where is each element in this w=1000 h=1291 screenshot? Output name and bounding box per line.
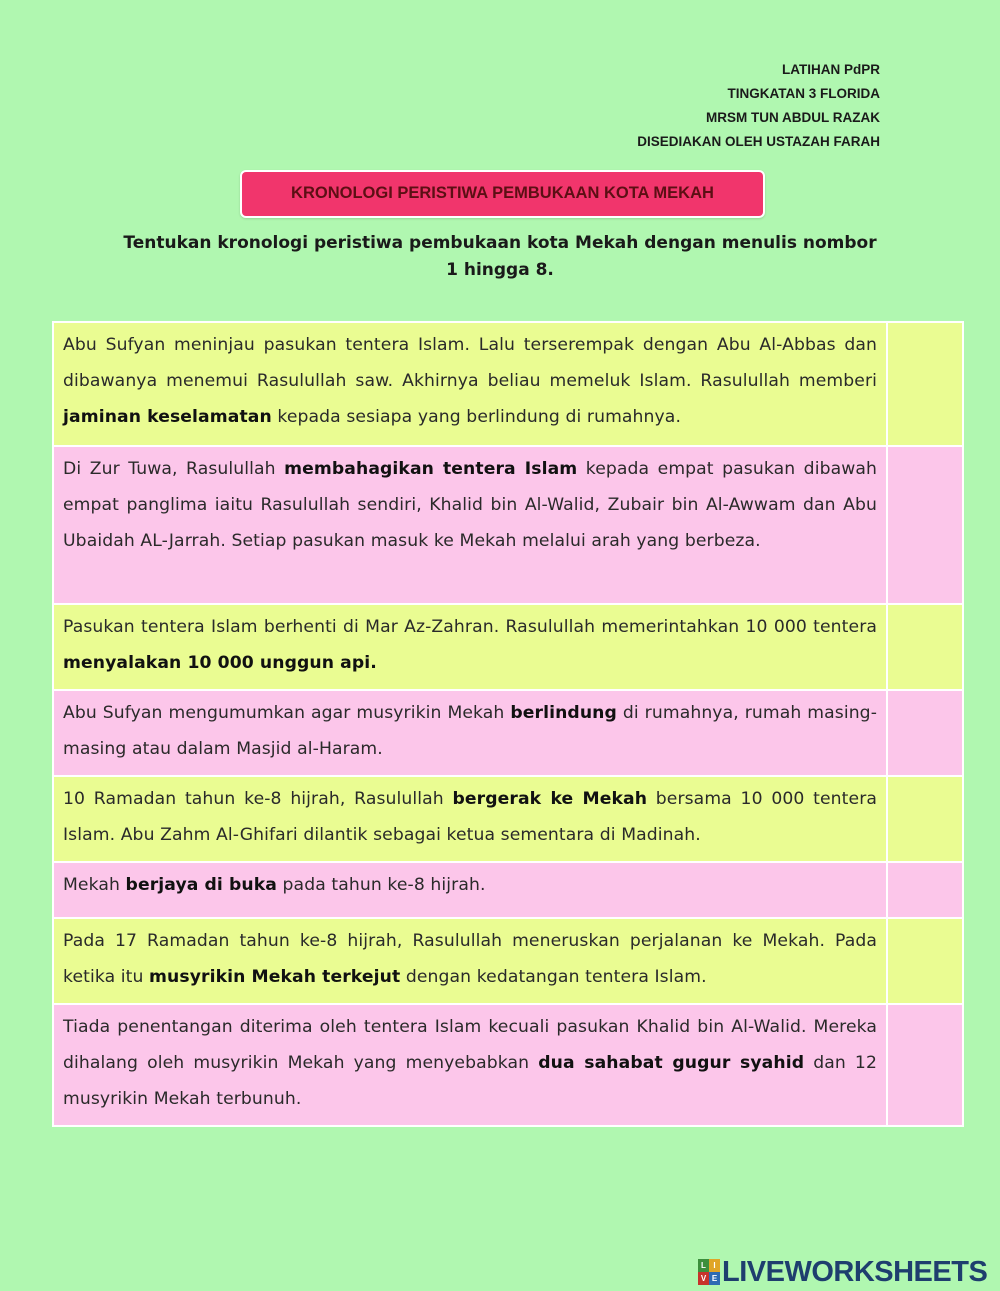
header-line-latihan: LATIHAN PdPR <box>782 62 880 77</box>
table-row <box>53 446 963 604</box>
event-cell <box>53 604 887 690</box>
table-row <box>53 862 963 918</box>
instruction-line-2: 1 hingga 8. <box>446 260 554 280</box>
event-text: Abu Sufyan meninjau pasukan tentera Islam. Lalu terserempak dengan Abu Al-Abbas dan dibawanya menemui Rasulullah saw. Akhirnya beliau memeluk Islam. Rasulullah memberi jaminan keselamatan kepada sesiapa yang berlindung di rumahnya. <box>63 335 877 427</box>
event-text: Mekah berjaya di buka pada tahun ke-8 hijrah. <box>63 875 486 895</box>
answer-input-6[interactable] <box>887 862 963 918</box>
event-text: Abu Sufyan mengumumkan agar musyrikin Mekah berlindung di rumahnya, rumah masing-masing atau dalam Masjid al-Haram. <box>63 703 877 759</box>
instruction-line-1: Tentukan kronologi peristiwa pembukaan kota Mekah dengan menulis nombor <box>123 233 877 253</box>
event-cell <box>53 862 887 918</box>
event-cell <box>53 690 887 776</box>
table-row <box>53 690 963 776</box>
event-text: Pada 17 Ramadan tahun ke-8 hijrah, Rasulullah meneruskan perjalanan ke Mekah. Pada ketika itu musyrikin Mekah terkejut dengan kedatangan tentera Islam. <box>63 931 877 987</box>
event-cell <box>53 322 887 446</box>
page-title: KRONOLOGI PERISTIWA PEMBUKAAN KOTA MEKAH <box>240 170 765 218</box>
answer-input-3[interactable] <box>887 604 963 690</box>
event-cell <box>53 918 887 1004</box>
event-cell <box>53 776 887 862</box>
event-text: Tiada penentangan diterima oleh tentera Islam kecuali pasukan Khalid bin Al-Walid. Mereka dihalang oleh musyrikin Mekah yang menyebabkan dua sahabat gugur syahid dan 12 musyrikin Mekah terbunuh. <box>63 1017 877 1109</box>
answer-input-7[interactable] <box>887 918 963 1004</box>
header-line-tingkatan: TINGKATAN 3 FLORIDA <box>727 86 880 101</box>
event-cell <box>53 1004 887 1126</box>
answer-input-8[interactable] <box>887 1004 963 1126</box>
table-row <box>53 322 963 446</box>
liveworksheets-logo[interactable] <box>698 1256 987 1288</box>
liveworksheets-logo-text: LIVEWORKSHEETS <box>722 1255 988 1288</box>
event-text: Pasukan tentera Islam berhenti di Mar Az-Zahran. Rasulullah memerintahkan 10 000 tentera menyalakan 10 000 unggun api. <box>63 617 877 673</box>
table-row <box>53 1004 963 1126</box>
instruction <box>100 230 900 284</box>
header-line-school: MRSM TUN ABDUL RAZAK <box>706 110 880 125</box>
table-row <box>53 604 963 690</box>
table-row <box>53 918 963 1004</box>
answer-input-2[interactable] <box>887 446 963 604</box>
chronology-table <box>52 321 964 1127</box>
event-text: Di Zur Tuwa, Rasulullah membahagikan tentera Islam kepada empat pasukan dibawah empat panglima iaitu Rasulullah sendiri, Khalid bin Al-Walid, Zubair bin Al-Awwam dan Abu Ubaidah AL-Jarrah. Setiap pasukan masuk ke Mekah melalui arah yang berbeza. <box>63 459 877 551</box>
answer-input-1[interactable] <box>887 322 963 446</box>
header-info <box>637 58 880 154</box>
event-text: 10 Ramadan tahun ke-8 hijrah, Rasulullah bergerak ke Mekah bersama 10 000 tentera Islam. Abu Zahm Al-Ghifari dilantik sebagai ketua sementara di Madinah. <box>63 789 877 845</box>
header-line-prepared-by: DISEDIAKAN OLEH USTAZAH FARAH <box>637 134 880 149</box>
liveworksheets-logo-icon: L I V E <box>698 1259 720 1285</box>
answer-input-5[interactable] <box>887 776 963 862</box>
table-row <box>53 776 963 862</box>
answer-input-4[interactable] <box>887 690 963 776</box>
event-cell <box>53 446 887 604</box>
